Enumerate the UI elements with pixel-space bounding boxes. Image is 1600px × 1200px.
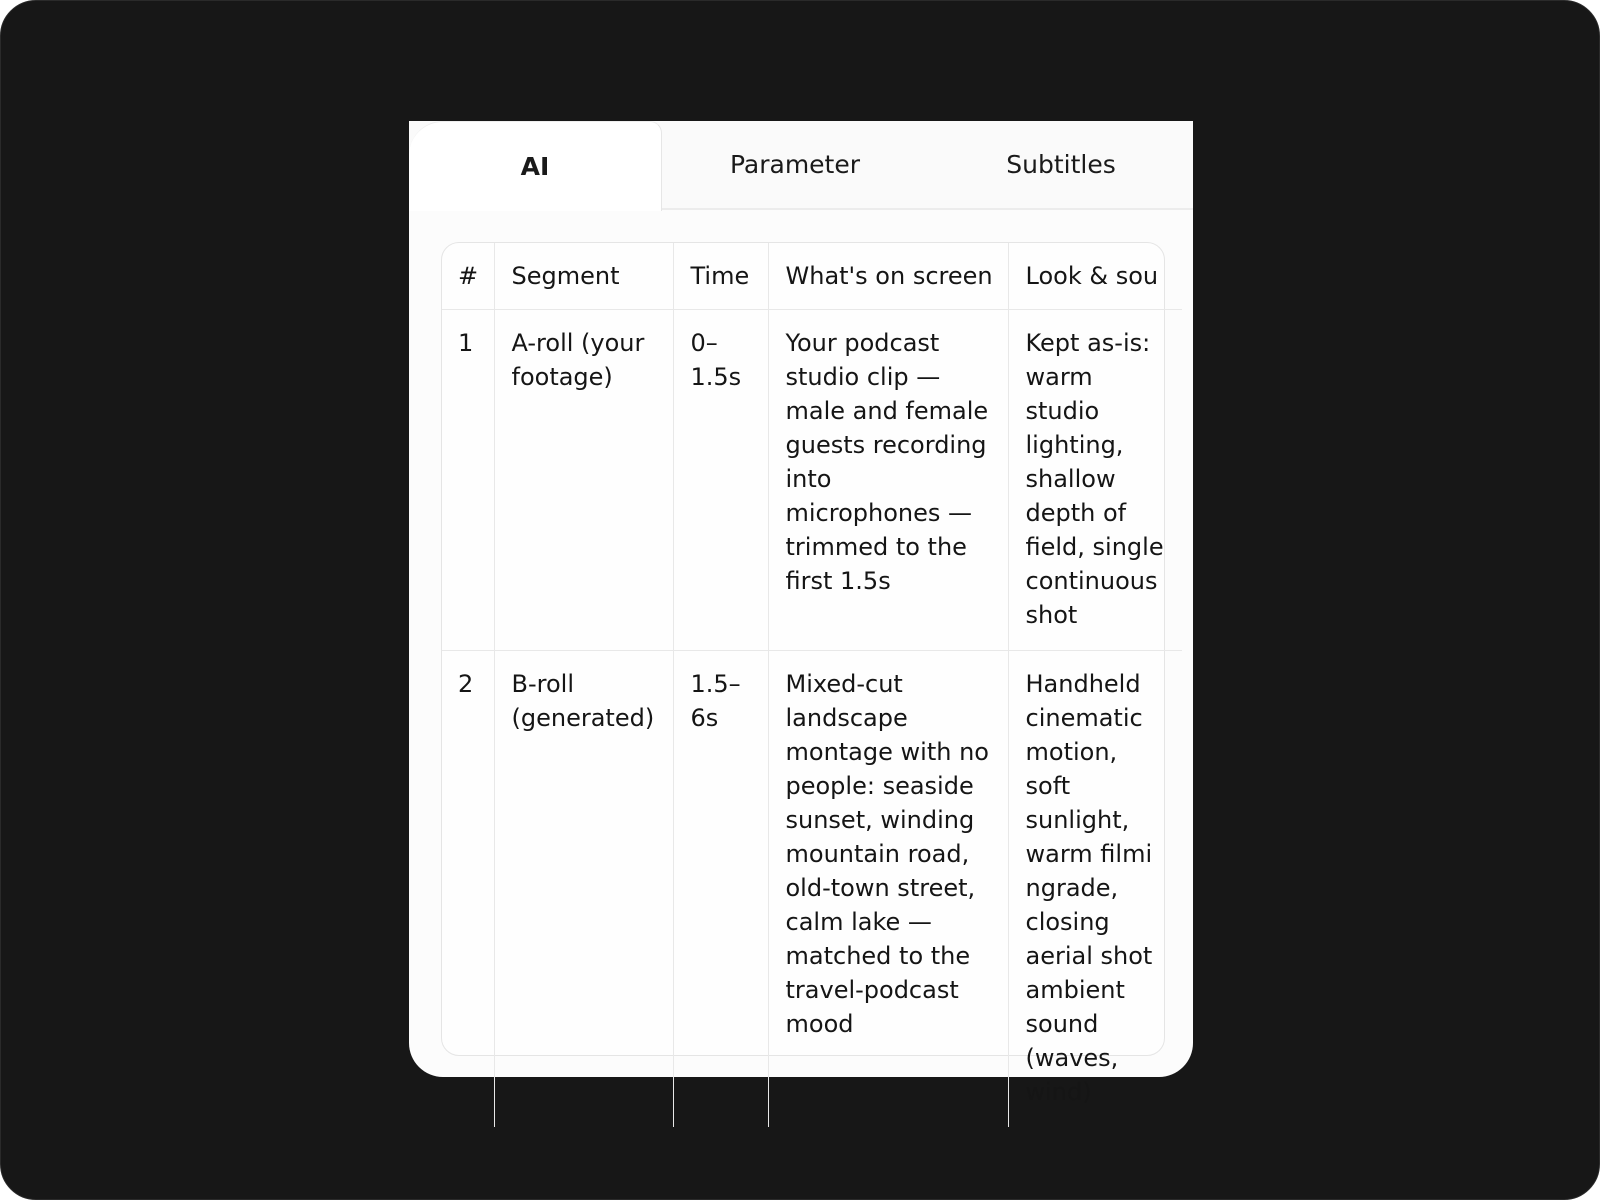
storyboard-table [442, 243, 1182, 1127]
cell-segment: B-roll (generated) [494, 651, 673, 1128]
panel-card [409, 121, 1193, 1106]
table-header-row [442, 243, 1182, 310]
cell-segment: A-roll (your footage) [494, 310, 673, 651]
cell-time: 1.5–6s [673, 651, 768, 1128]
table-row [442, 651, 1182, 1128]
cell-number: 2 [442, 651, 494, 1128]
tab-parameter[interactable]: Parameter [729, 150, 861, 179]
storyboard-table-container [441, 242, 1165, 1106]
col-header-number: # [442, 243, 494, 310]
col-header-segment: Segment [494, 243, 673, 310]
tab-bar [409, 121, 1193, 210]
col-header-on-screen: What's on screen [768, 243, 1008, 310]
cell-on-screen: Mixed-cut landscape montage with no people: seaside sunset, winding mountain road, old-town street, calm lake — matched to the travel-podcast mood [768, 651, 1008, 1128]
cell-number: 1 [442, 310, 494, 651]
col-header-time: Time [673, 243, 768, 310]
tab-subtitles[interactable]: Subtitles [1006, 150, 1116, 179]
cell-time: 0–1.5s [673, 310, 768, 651]
cell-look-sound: Kept as-is: warm studio lighting, shallow depth of field, single continuous shot [1008, 310, 1182, 651]
col-header-look-sound: Look & sou [1008, 243, 1182, 310]
tab-ai[interactable]: AI [409, 121, 662, 211]
cell-on-screen: Your podcast studio clip — male and female guests recording into microphones — trimmed to the first 1.5s [768, 310, 1008, 651]
table-row [442, 310, 1182, 651]
cell-look-sound: Handheld cinematic motion, soft sunlight, warm filmi ngrade, closing aerial shot ambient sound (waves, wind) [1025, 670, 1153, 1106]
